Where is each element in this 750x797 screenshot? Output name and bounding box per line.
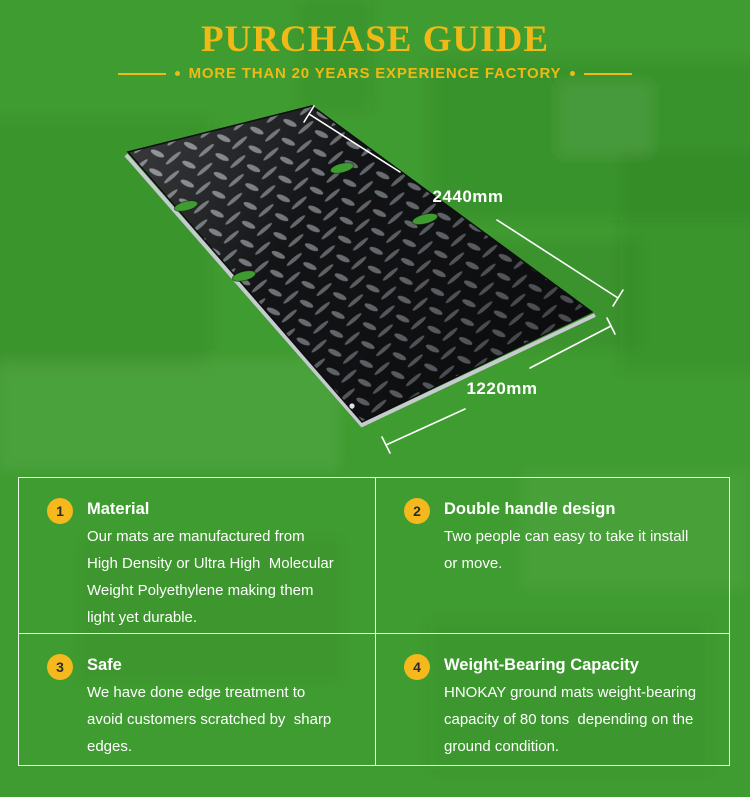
feature-box-double-handle: [376, 478, 729, 634]
features-grid: [18, 477, 730, 766]
feature-description-line: High Density or Ultra High Molecular: [87, 555, 334, 572]
page-title: PURCHASE GUIDE: [200, 19, 550, 60]
subtitle-divider-dot: [175, 71, 180, 76]
feature-number-badge: 1: [47, 498, 73, 524]
mat-pin-hole: [349, 403, 354, 408]
header: [0, 0, 750, 82]
feature-box-material: [19, 478, 376, 634]
feature-title: Safe: [87, 656, 122, 674]
subtitle-divider-line: [584, 73, 632, 75]
subtitle-divider-dot: [570, 71, 575, 76]
feature-box-safe: [19, 634, 376, 765]
feature-box-weight-bearing: [376, 634, 729, 765]
dimension-label-length: 2440mm: [432, 187, 504, 206]
header-subtitle-row: [0, 65, 750, 82]
feature-description-line: We have done edge treatment to: [87, 684, 306, 701]
feature-number-badge: 4: [404, 654, 430, 680]
feature-number-badge: 3: [47, 654, 73, 680]
feature-description-line: Weight Polyethylene making them: [87, 582, 314, 599]
feature-description-line: HNOKAY ground mats weight-bearing: [444, 684, 697, 701]
feature-title: Material: [87, 500, 150, 518]
feature-description-line: Our mats are manufactured from: [87, 528, 305, 545]
feature-description-line: edges.: [87, 738, 133, 755]
mat-surface: [128, 106, 592, 422]
feature-title: Double handle design: [444, 500, 616, 518]
feature-number-badge: 2: [404, 498, 430, 524]
page-subtitle: MORE THAN 20 YEARS EXPERIENCE FACTORY: [188, 65, 562, 82]
feature-description-line: Two people can easy to take it install: [444, 528, 689, 545]
feature-description-line: ground condition.: [444, 738, 560, 755]
feature-description-line: capacity of 80 tons depending on the: [444, 711, 694, 728]
feature-description-line: or move.: [444, 555, 503, 572]
feature-description-line: light yet durable.: [87, 609, 198, 626]
feature-description-line: avoid customers scratched by sharp: [87, 711, 332, 728]
dimension-label-width: 1220mm: [466, 379, 538, 398]
feature-title: Weight-Bearing Capacity: [444, 656, 639, 674]
subtitle-divider-line: [118, 73, 166, 75]
